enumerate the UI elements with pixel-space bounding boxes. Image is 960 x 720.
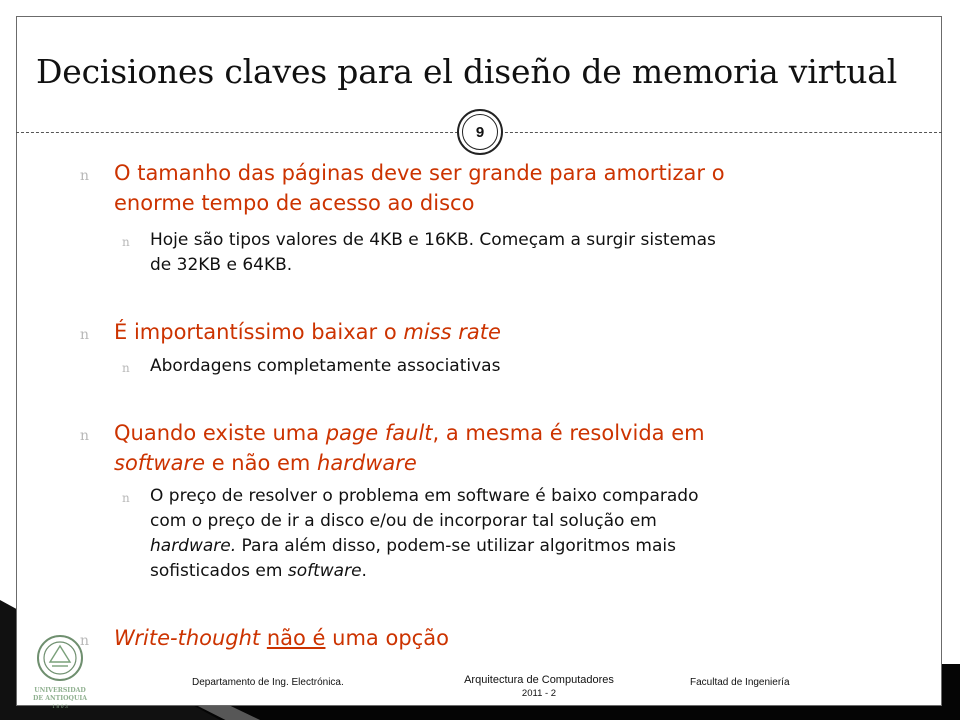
bullet-text: , a mesma é resolvida em [432,421,705,445]
bullet-item [80,317,894,347]
sub-bullet-marker-icon: n [122,235,130,249]
bullet-item [80,158,894,218]
bullet-text: uma opção [325,626,449,650]
logo-text-line: DE ANTIOQUIA [32,695,88,702]
sub-bullet-text-emphasis: hardware. [150,536,237,556]
logo-text-line: UNIVERSIDAD [34,687,86,694]
sub-bullet-item [122,228,910,278]
bullet-text: Quando existe uma [114,421,326,445]
bullet-text-emphasis: Write-thought [114,626,261,650]
bullet-marker-icon: n [80,327,90,343]
bullet-text-line [114,317,894,347]
bullet-text-line: O tamanho das páginas deve ser grande para amortizar o [114,161,725,185]
sub-bullet-text: . [361,561,367,581]
bullet-text-emphasis: hardware [317,451,417,475]
bullet-marker-icon: n [80,168,90,184]
sub-bullet-text: sofisticados em [150,561,288,581]
footer-course-title: Arquitectura de Computadores [464,674,614,686]
sub-bullet-text-line: Hoje são tipos valores de 4KB e 16KB. Começam a surgir sistemas [150,230,716,250]
sub-bullet-text-line: de 32KB e 64KB. [150,255,293,275]
sub-bullet-text-emphasis: software [287,561,362,581]
bullet-text-line [114,448,894,478]
bullet-text-emphasis: page fault [325,421,433,445]
bullet-text-line [114,623,894,653]
seal-emblem-icon [28,632,92,712]
sub-bullet-marker-icon: n [122,491,130,505]
sub-bullet-marker-icon: n [122,361,130,375]
bullet-text: e não em [205,451,318,475]
sub-bullet-text: Para além disso, podem-se utilizar algoritmos mais [236,536,676,556]
bullet-text-line: enorme tempo de acesso ao disco [114,191,475,215]
bullet-item [80,623,894,653]
footer-course [414,674,664,700]
bullet-text-emphasis: miss rate [403,320,501,344]
bullet-text-underlined: não é [266,626,326,650]
sub-bullet-item [122,484,910,584]
bullet-text: É importantíssimo baixar o [114,320,404,344]
sub-bullet-item [122,354,910,379]
sub-bullet-text-line: com o preço de ir a disco e/ou de incorporar tal solução em [150,511,657,531]
bullet-item [80,418,894,478]
sub-bullet-text-line [150,534,910,559]
bullet-text-line [114,418,894,448]
bullet-marker-icon: n [80,633,90,649]
footer-faculty: Facultad de Ingeniería [690,677,790,688]
sub-bullet-text-line [150,559,910,584]
bullet-text [260,626,267,650]
footer-department: Departamento de Ing. Electrónica. [192,677,344,688]
university-seal-logo [28,632,92,712]
bullet-text-emphasis: software [114,451,206,475]
logo-text-line: 1 8 0 3 [52,705,68,710]
bullet-marker-icon: n [80,428,90,444]
slide-title: Decisiones claves para el diseño de memoria virtual [36,52,898,91]
sub-bullet-text-line: O preço de resolver o problema em software é baixo comparado [150,486,699,506]
page-number: 9 [462,114,498,150]
sub-bullet-text-line: Abordagens completamente associativas [150,356,501,376]
footer-course-term: 2011 - 2 [521,688,557,699]
